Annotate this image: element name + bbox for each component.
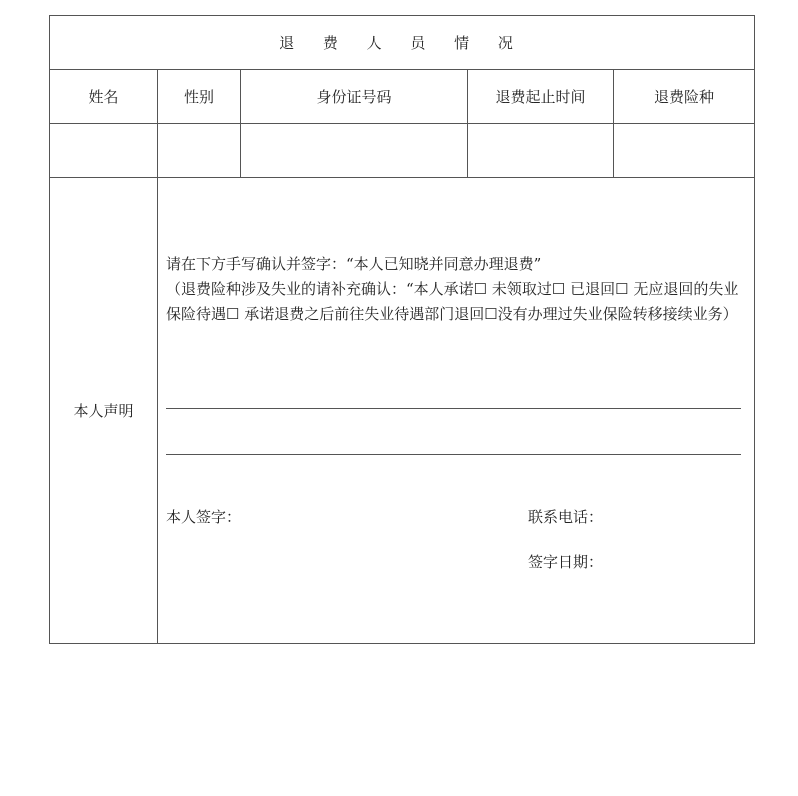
sign-date-label: 签字日期： — [528, 553, 604, 571]
signature-label: 本人签字： — [166, 508, 242, 526]
header-name: 姓名 — [50, 70, 158, 124]
header-insurance-type: 退费险种 — [614, 70, 755, 124]
form-title: 退 费 人 员 情 况 — [50, 16, 755, 70]
refund-form — [49, 15, 754, 646]
title-row — [50, 16, 755, 70]
header-refund-period: 退费起止时间 — [468, 70, 614, 124]
instruction-line-1: 请在下方手写确认并签字：“本人已知晓并同意办理退费” — [166, 255, 542, 273]
header-row — [50, 70, 755, 124]
handwriting-line-1[interactable] — [166, 408, 741, 409]
cell-refund-period[interactable] — [468, 124, 614, 178]
declaration-label: 本人声明 — [50, 178, 158, 644]
declaration-row — [50, 178, 755, 644]
declaration-instruction — [166, 252, 748, 327]
instruction-line-2: （退费险种涉及失业的请补充确认：“本人承诺☐ 未领取过☐ 已退回☐ 无应退回的失业保险待遇☐ 承诺退费之后前往失业待遇部门退回☐没有办理过失业保险转移接续业务） — [166, 280, 739, 323]
cell-gender[interactable] — [158, 124, 241, 178]
refund-table — [49, 15, 755, 644]
handwriting-line-2[interactable] — [166, 454, 741, 455]
cell-id-number[interactable] — [241, 124, 468, 178]
cell-name[interactable] — [50, 124, 158, 178]
data-row — [50, 124, 755, 178]
phone-label: 联系电话： — [528, 508, 604, 526]
header-gender: 性别 — [158, 70, 241, 124]
cell-insurance-type[interactable] — [614, 124, 755, 178]
header-id-number: 身份证号码 — [241, 70, 468, 124]
declaration-cell — [158, 178, 755, 644]
